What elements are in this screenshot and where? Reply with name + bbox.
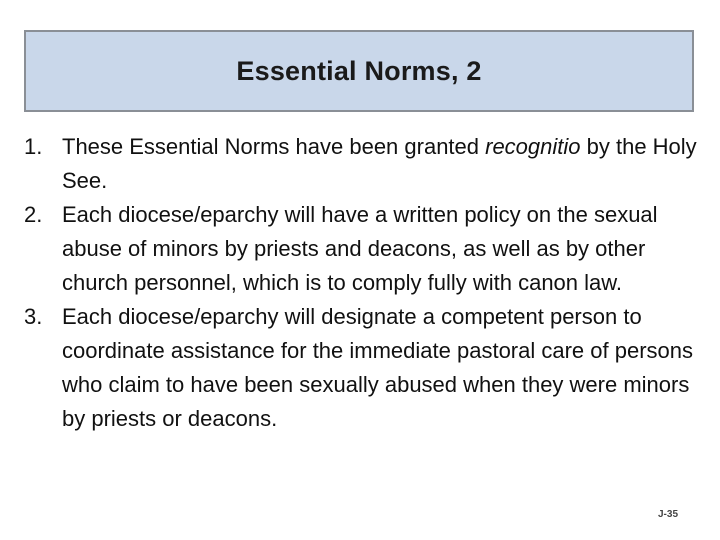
norm-number-2: 2. (24, 202, 43, 227)
slide-title: Essential Norms, 2 (236, 55, 482, 86)
norms-list (24, 130, 700, 436)
norm-text-1-start: These Essential Norms have been granted (62, 134, 486, 159)
norm-number-3: 3. (24, 304, 43, 329)
norm-item-1 (24, 130, 700, 198)
norm-text-3: Each diocese/eparchy will designate a competent person to coordinate assistance for the immediate pastoral care of persons who claim to have been sexually abused when they were minors by priests or deacons. (62, 304, 693, 431)
norm-number-1: 1. (24, 134, 43, 159)
norm-item-2 (24, 198, 700, 300)
norm-item-3 (24, 300, 700, 436)
title-box (24, 30, 694, 112)
norm-text-1-end: by the Holy See. (62, 134, 697, 193)
slide-code: J-35 (657, 509, 678, 520)
recognitio-term: recognitio (485, 134, 581, 159)
norm-text-2: Each diocese/eparchy will have a written policy on the sexual abuse of minors by priests and deacons, as well as by other church personnel, which is to comply fully with canon law. (62, 202, 658, 295)
